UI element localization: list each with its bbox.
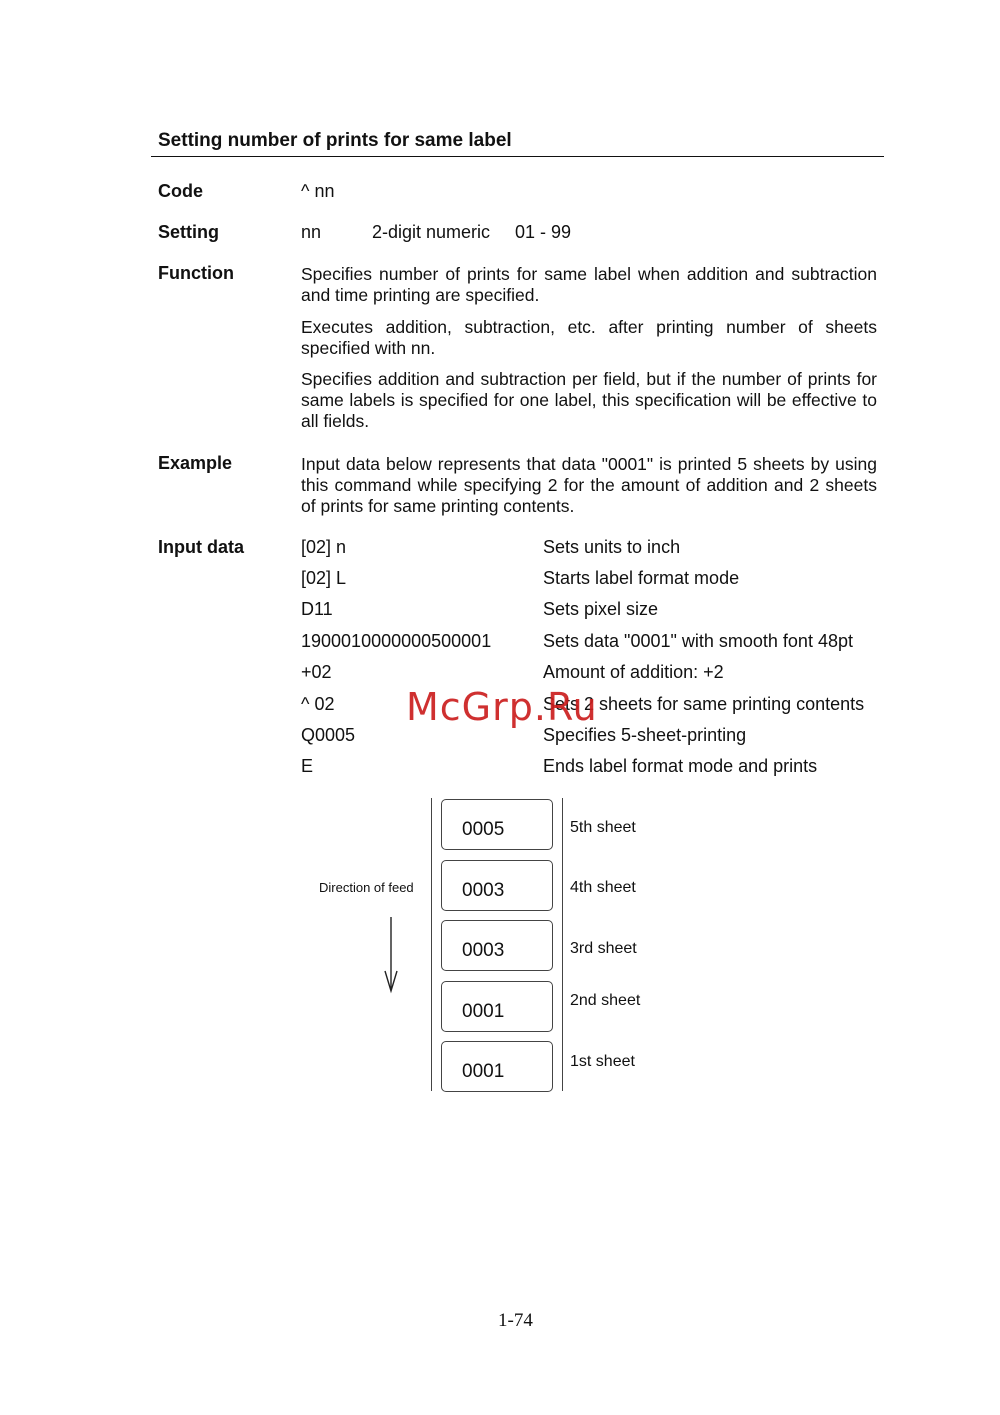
- function-label: Function: [158, 263, 234, 283]
- down-arrow-icon: [380, 915, 402, 995]
- sheet-label: 5th sheet: [570, 819, 636, 836]
- sheet-value: 0003: [462, 880, 505, 901]
- input-cmd: [02] L: [301, 568, 347, 588]
- input-desc: Starts label format mode: [543, 568, 740, 588]
- input-desc: Sets data "0001" with smooth font 48pt: [543, 631, 853, 651]
- sheet-label: 2nd sheet: [570, 992, 641, 1009]
- input-desc: Amount of addition: +2: [543, 662, 724, 682]
- setting-param: nn: [301, 222, 322, 242]
- example-text: Input data below represents that data "0001" is printed 5 sheets by using this command while specifying 2 for the amount of addition and 2 sheets of prints for same printing contents.: [301, 454, 877, 516]
- input-cmd: Q0005: [301, 725, 356, 745]
- sheet-label: 1st sheet: [570, 1053, 635, 1070]
- function-paragraph-2: Executes addition, subtraction, etc. after printing number of sheets specified with nn.: [301, 317, 877, 358]
- sheet-value: 0001: [462, 1001, 505, 1022]
- input-desc: Sets 2 sheets for same printing contents: [543, 694, 865, 714]
- input-cmd: E: [301, 756, 314, 776]
- input-cmd: 1900010000000500001: [301, 631, 492, 651]
- input-desc: Specifies 5-sheet-printing: [543, 725, 747, 745]
- input-desc: Sets pixel size: [543, 599, 659, 619]
- sheet-label: 3rd sheet: [570, 940, 637, 957]
- example-label: Example: [158, 453, 233, 473]
- input-cmd: ^ 02: [301, 694, 335, 714]
- setting-range: 01 - 99: [515, 222, 572, 242]
- input-cmd: [02] n: [301, 537, 347, 557]
- strip-left-edge: [431, 798, 432, 1091]
- label-sheet: [441, 799, 553, 850]
- sheet-value: 0001: [462, 1061, 505, 1082]
- watermark: McGrp.Ru: [406, 685, 598, 729]
- code-value: ^ nn: [301, 181, 335, 201]
- sheet-value: 0005: [462, 819, 505, 840]
- label-sheet: [441, 860, 553, 911]
- label-sheet: [441, 920, 553, 971]
- input-desc: Ends label format mode and prints: [543, 756, 818, 776]
- input-cmd: +02: [301, 662, 332, 682]
- function-paragraph-1: Specifies number of prints for same label when addition and subtraction and time printing are specified.: [301, 264, 877, 305]
- code-label: Code: [158, 181, 203, 201]
- label-sheet: [441, 981, 553, 1032]
- input-desc: Sets units to inch: [543, 537, 681, 557]
- strip-right-edge: [562, 798, 563, 1091]
- title-rule: [151, 156, 884, 157]
- section-title: Setting number of prints for same label: [158, 130, 512, 151]
- sheet-value: 0003: [462, 940, 505, 961]
- function-paragraph-3: Specifies addition and subtraction per field, but if the number of prints for same labels is specified for one label, this specification will be effective to all fields.: [301, 369, 877, 431]
- setting-label: Setting: [158, 222, 219, 242]
- feed-direction-label: Direction of feed: [319, 880, 414, 895]
- label-sheet: [441, 1041, 553, 1092]
- sheet-label: 4th sheet: [570, 879, 636, 896]
- input-data-label: Input data: [158, 537, 244, 557]
- page-number: 1-74: [498, 1310, 533, 1331]
- input-cmd: D11: [301, 599, 333, 619]
- setting-type: 2-digit numeric: [372, 222, 491, 242]
